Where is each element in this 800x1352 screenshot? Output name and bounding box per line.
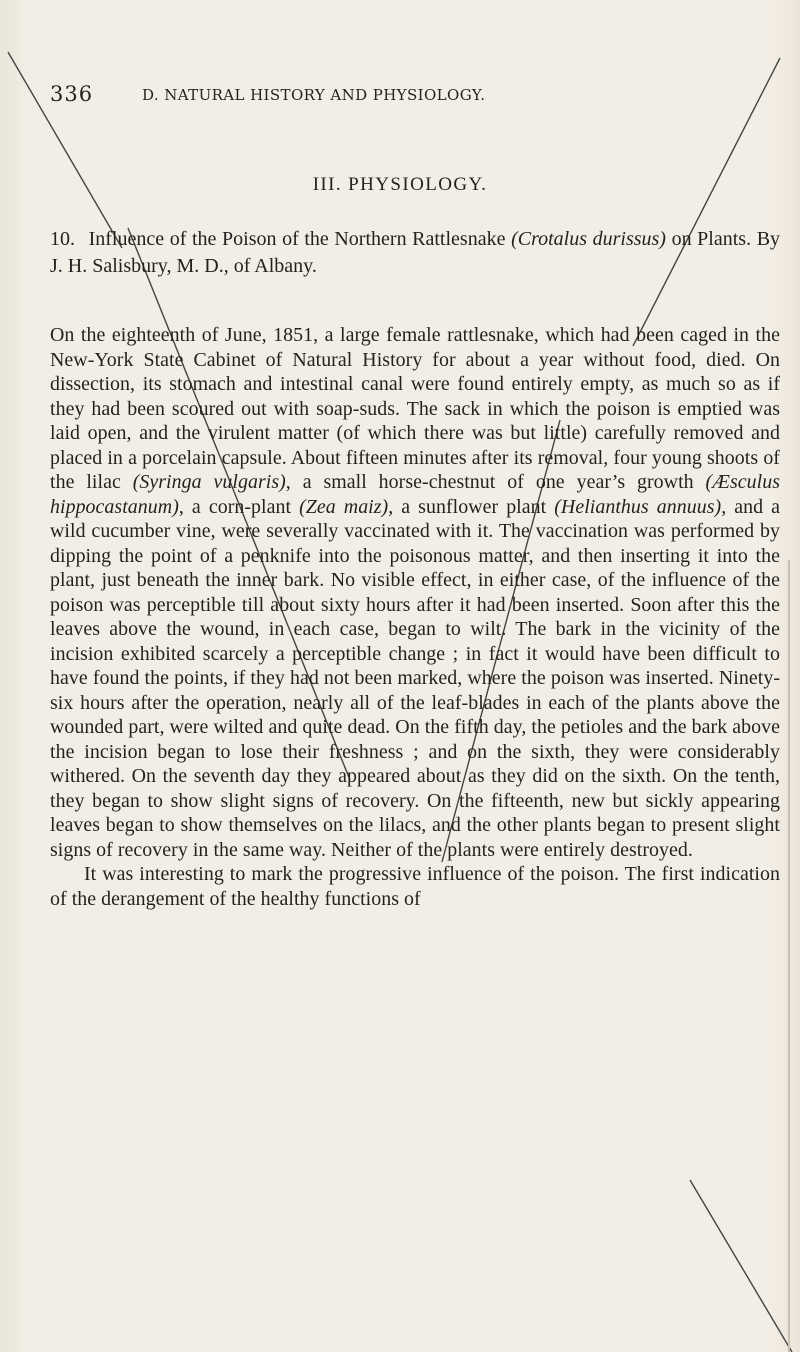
article-author: By J. H. Salisbury, M. D., of Albany.: [50, 228, 781, 277]
article-title-prefix: Influence of the Poison of the Northern Rattlesnake: [88, 228, 506, 250]
page-edge-shadow: [788, 560, 790, 1352]
running-title: D. NATURAL HISTORY AND PHYSIOLOGY.: [142, 86, 486, 104]
body-paragraph-1: [50, 323, 780, 862]
latin-name-sunflower: (Helianthus annuus): [554, 495, 722, 518]
article-number: 10.: [50, 228, 75, 250]
section-heading: III. PHYSIOLOGY.: [312, 174, 488, 195]
page-number: 336: [50, 82, 94, 106]
species-name: (Crotalus durissus): [511, 228, 666, 250]
latin-name-corn: (Zea maiz): [299, 495, 389, 518]
paragraph-1-text-a: On the eighteenth of June, 1851, a large female rattlesnake, which had been caged in the New-York State Cabinet of Natural History for about a year without food, died. On dissection, its stomach and intestinal canal were found entirely empty, as much so as if they had been scoured out with soap-suds. The sack in which the poison is emptied was laid open, and the virulent matter (of which there was but little) carefully removed and placed in a porcelain capsule. About fifteen minutes after its removal, four young shoots of the lilac: [50, 324, 780, 493]
latin-name-lilac: (Syringa vulgaris): [132, 471, 286, 493]
article-heading: [50, 226, 780, 280]
latin-name-horse-chestnut: (Æsculus hippocastanum): [50, 471, 780, 518]
body-paragraph-2: It was interesting to mark the progressive influence of the poison. The first indication of the derangement of the healthy functions of: [50, 863, 780, 910]
article-title-middle: on Plants.: [671, 228, 752, 250]
paragraph-1-text-e: , and a wild cucumber vine, were severally vaccinated with it. The vaccination was performed by dipping the point of a penknife into the poisonous matter, and then inserting it into the plant, just beneath the inner bark. No visible effect, in either case, of the influence of the poison was perceptible till about sixty hours after it had been inserted. Soon after this the leaves above the wound, in each case, began to wilt. The bark in the vicinity of the incision exhibited scarcely a perceptible change ; in fact it would have been difficult to have found the points, if they had not been marked, where the poison was inserted. Ninety-six hours after the operation, nearly all of the leaf-blades in each of the plants above the wounded part, were wilted and quite dead. On the fifth day, the petioles and the bark above the incision began to lose their freshness ; and on the sixth, they were considerably withered. On the seventh day they appeared about as they did on the sixth. On the tenth, they began to show slight signs of recovery. On the fifteenth, new but sickly appearing leaves began to show themselves on the lilacs, and the other plants began to present slight signs of recovery in the same way. Neither of the plants were entirely destroyed.: [50, 495, 781, 861]
scan-line-lower-right: [690, 1180, 792, 1352]
article-body: [50, 323, 780, 911]
running-head: [50, 82, 750, 110]
paragraph-1-text-c: , a corn-plant: [178, 495, 292, 518]
paragraph-1-text-b: , a small horse-chestnut of one year’s growth: [285, 471, 694, 493]
paragraph-1-text-d: , a sunflower plant: [388, 495, 547, 518]
